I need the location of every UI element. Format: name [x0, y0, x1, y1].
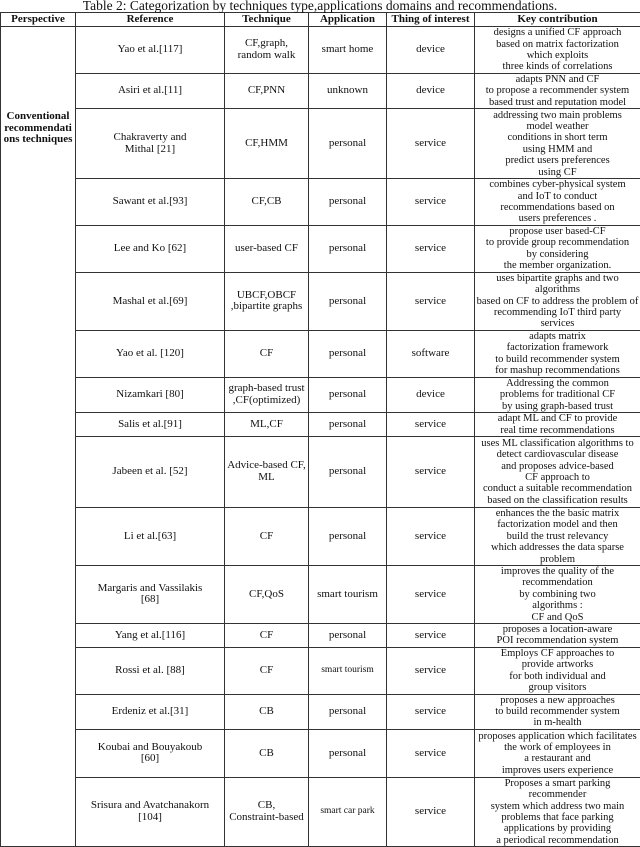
categorization-table: [0, 12, 640, 847]
thing-of-interest-cell: service: [387, 507, 475, 565]
technique-cell: CB: [225, 729, 309, 777]
technique-cell: CF,QoS: [225, 565, 309, 623]
table-row: [1, 330, 640, 377]
table-row: [1, 729, 640, 777]
technique-cell: CF,CB: [225, 179, 309, 226]
reference-cell: Lee and Ko [62]: [76, 225, 225, 272]
key-contribution-cell: propose user based-CF to provide group recommendation by considering the member organization.: [475, 225, 640, 272]
header-reference: Reference: [76, 13, 225, 27]
reference-cell: Margaris and Vassilakis [68]: [76, 565, 225, 623]
key-contribution-cell: addressing two main problems model weather conditions in short term using HMM and predict users preferences using CF: [475, 109, 640, 179]
application-cell: personal: [309, 109, 387, 179]
header-row: [1, 13, 640, 27]
application-cell: smart tourism: [309, 647, 387, 694]
thing-of-interest-cell: service: [387, 436, 475, 507]
reference-cell: Asiri et al.[11]: [76, 74, 225, 109]
reference-cell: Srisura and Avatchanakorn [104]: [76, 777, 225, 846]
key-contribution-cell: Proposes a smart parking recommender system which address two main problems that face parking applications by providing a periodical recommendation: [475, 777, 640, 846]
key-contribution-cell: proposes a location-aware POI recommendation system: [475, 623, 640, 647]
reference-cell: Li et al.[63]: [76, 507, 225, 565]
reference-cell: Yao et al.[117]: [76, 27, 225, 74]
key-contribution-cell: Employs CF approaches to provide artworks for both individual and group visitors: [475, 647, 640, 694]
technique-cell: CB: [225, 694, 309, 729]
key-contribution-cell: proposes application which facilitates the work of employees in a restaurant and improves users experience: [475, 729, 640, 777]
thing-of-interest-cell: service: [387, 272, 475, 330]
key-contribution-cell: proposes a new approaches to build recommender system in m-health: [475, 694, 640, 729]
table-row: [1, 565, 640, 623]
key-contribution-cell: adapt ML and CF to provide real time recommendations: [475, 413, 640, 437]
thing-of-interest-cell: service: [387, 413, 475, 437]
reference-cell: Sawant et al.[93]: [76, 179, 225, 226]
application-cell: smart tourism: [309, 565, 387, 623]
thing-of-interest-cell: service: [387, 179, 475, 226]
table-row: [1, 179, 640, 226]
key-contribution-cell: uses ML classification algorithms to detect cardiovascular disease and proposes advice-based CF approach to conduct a suitable recommendation based on the classification results: [475, 436, 640, 507]
technique-cell: CB, Constraint-based: [225, 777, 309, 846]
thing-of-interest-cell: software: [387, 330, 475, 377]
table-row: [1, 623, 640, 647]
reference-cell: Erdeniz et al.[31]: [76, 694, 225, 729]
reference-cell: Mashal et al.[69]: [76, 272, 225, 330]
key-contribution-cell: adapts PNN and CF to propose a recommender system based trust and reputation model: [475, 74, 640, 109]
key-contribution-cell: designs a unified CF approach based on matrix factorization which exploits three kinds of correlations: [475, 27, 640, 74]
application-cell: personal: [309, 507, 387, 565]
header-technique: Technique: [225, 13, 309, 27]
header-key-contribution: Key contribution: [475, 13, 640, 27]
thing-of-interest-cell: service: [387, 694, 475, 729]
application-cell: smart car park: [309, 777, 387, 846]
application-cell: personal: [309, 623, 387, 647]
technique-cell: ML,CF: [225, 413, 309, 437]
key-contribution-cell: Addressing the common problems for traditional CF by using graph-based trust: [475, 377, 640, 412]
technique-cell: CF,HMM: [225, 109, 309, 179]
application-cell: personal: [309, 694, 387, 729]
thing-of-interest-cell: service: [387, 623, 475, 647]
reference-cell: Salis et al.[91]: [76, 413, 225, 437]
application-cell: unknown: [309, 74, 387, 109]
thing-of-interest-cell: service: [387, 225, 475, 272]
table-row: [1, 647, 640, 694]
key-contribution-cell: adapts matrix factorization framework to build recommender system for mashup recommendations: [475, 330, 640, 377]
table-row: [1, 109, 640, 179]
thing-of-interest-cell: service: [387, 109, 475, 179]
technique-cell: graph-based trust ,CF(optimized): [225, 377, 309, 412]
technique-cell: CF,PNN: [225, 74, 309, 109]
application-cell: personal: [309, 330, 387, 377]
header-application: Application: [309, 13, 387, 27]
table-row: [1, 74, 640, 109]
header-thing-of-interest: Thing of interest: [387, 13, 475, 27]
thing-of-interest-cell: service: [387, 565, 475, 623]
application-cell: personal: [309, 225, 387, 272]
table-row: [1, 225, 640, 272]
header-perspective: Perspective: [1, 13, 76, 27]
table-row: [1, 694, 640, 729]
reference-cell: Koubai and Bouyakoub [60]: [76, 729, 225, 777]
thing-of-interest-cell: service: [387, 647, 475, 694]
table-row: [1, 377, 640, 412]
key-contribution-cell: combines cyber-physical system and IoT to conduct recommendations based on users preferences .: [475, 179, 640, 226]
technique-cell: CF: [225, 330, 309, 377]
application-cell: personal: [309, 179, 387, 226]
reference-cell: Yang et al.[116]: [76, 623, 225, 647]
technique-cell: UBCF,OBCF ,bipartite graphs: [225, 272, 309, 330]
perspective-cell: Conventional recommendations techniques: [1, 27, 76, 847]
technique-cell: CF,graph, random walk: [225, 27, 309, 74]
application-cell: personal: [309, 413, 387, 437]
table-row: [1, 413, 640, 437]
thing-of-interest-cell: service: [387, 729, 475, 777]
table-row: [1, 436, 640, 507]
application-cell: personal: [309, 436, 387, 507]
application-cell: personal: [309, 729, 387, 777]
key-contribution-cell: enhances the the basic matrix factorization model and then build the trust relevancy which addresses the data sparse problem: [475, 507, 640, 565]
table-row: [1, 507, 640, 565]
application-cell: personal: [309, 272, 387, 330]
key-contribution-cell: improves the quality of the recommendation by combining two algorithms : CF and QoS: [475, 565, 640, 623]
reference-cell: Jabeen et al. [52]: [76, 436, 225, 507]
table-caption: Table 2: Categorization by techniques type,applications domains and recommendations.: [0, 0, 640, 12]
thing-of-interest-cell: device: [387, 377, 475, 412]
technique-cell: CF: [225, 647, 309, 694]
thing-of-interest-cell: device: [387, 27, 475, 74]
technique-cell: user-based CF: [225, 225, 309, 272]
technique-cell: CF: [225, 507, 309, 565]
technique-cell: Advice-based CF, ML: [225, 436, 309, 507]
reference-cell: Yao et al. [120]: [76, 330, 225, 377]
reference-cell: Chakraverty and Mithal [21]: [76, 109, 225, 179]
thing-of-interest-cell: service: [387, 777, 475, 846]
table-row: [1, 27, 640, 74]
application-cell: smart home: [309, 27, 387, 74]
key-contribution-cell: uses bipartite graphs and two algorithms based on CF to address the problem of recommending IoT third party services: [475, 272, 640, 330]
technique-cell: CF: [225, 623, 309, 647]
reference-cell: Nizamkari [80]: [76, 377, 225, 412]
table-row: [1, 777, 640, 846]
application-cell: personal: [309, 377, 387, 412]
table-row: [1, 272, 640, 330]
reference-cell: Rossi et al. [88]: [76, 647, 225, 694]
thing-of-interest-cell: device: [387, 74, 475, 109]
